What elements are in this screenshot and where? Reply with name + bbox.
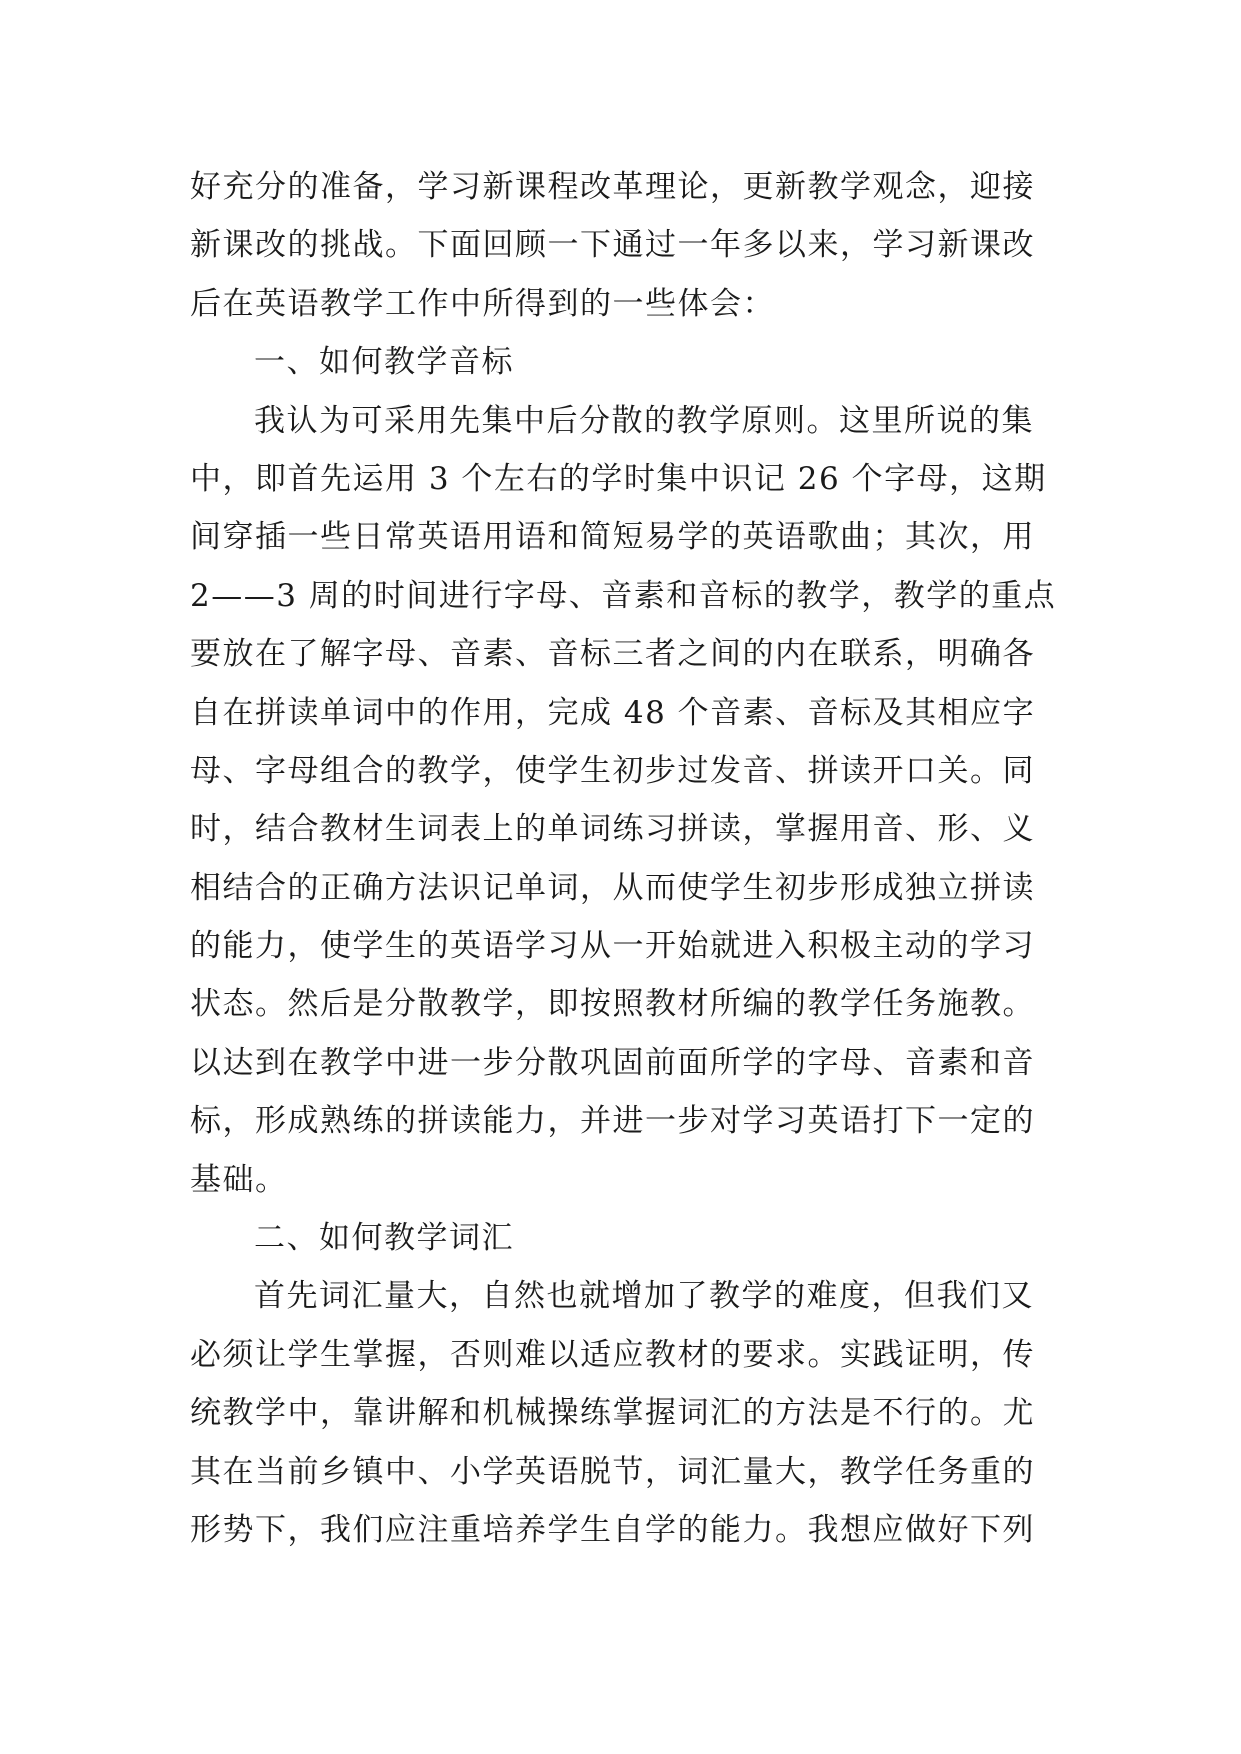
paragraph-start-line: 一、如何教学音标 [254,344,514,381]
text-line: 相结合的正确方法识记单词，从而使学生初步形成独立拼读 [190,869,1035,906]
text-line: 好充分的准备，学习新课程改革理论，更新教学观念，迎接 [190,169,1035,205]
text-line: 自在拼读单词中的作用，完成 48 个音素、音标及其相应字 [190,694,1036,731]
text-line: 母、字母组合的教学，使学生初步过发音、拼读开口关。同 [190,752,1035,789]
paragraph-start-line: 首先词汇量大，自然也就增加了教学的难度，但我们又 [254,1278,1034,1315]
text-line: 形势下，我们应注重培养学生自学的能力。我想应做好下列 [190,1511,1035,1548]
text-line: 状态。然后是分散教学，即按照教材所编的教学任务施教。 [190,986,1035,1023]
text-line: 以达到在教学中进一步分散巩固前面所学的字母、音素和音 [190,1044,1035,1081]
text-line: 时，结合教材生词表上的单词练习拼读，掌握用音、形、义 [190,811,1035,848]
text-line: 统教学中，靠讲解和机械操练掌握词汇的方法是不行的。尤 [190,1395,1035,1432]
text-line: 必须让学生掌握，否则难以适应教材的要求。实践证明，传 [190,1336,1035,1373]
text-line: 要放在了解字母、音素、音标三者之间的内在联系，明确各 [190,636,1035,673]
paragraph-start-line: 二、如何教学词汇 [254,1220,514,1257]
text-line: 其在当前乡镇中、小学英语脱节，词汇量大，教学任务重的 [190,1453,1035,1490]
text-line: 中，即首先运用 3 个左右的学时集中识记 26 个字母，这期 [190,460,1047,497]
text-line: 基础。 [190,1161,288,1198]
document-body [190,158,1070,1559]
text-line: 的能力，使学生的英语学习从一开始就进入积极主动的学习 [190,928,1035,965]
text-line: 间穿插一些日常英语用语和简短易学的英语歌曲；其次，用 [190,519,1035,556]
text-line: 标，形成熟练的拼读能力，并进一步对学习英语打下一定的 [190,1103,1035,1140]
paragraph-start-line: 我认为可采用先集中后分散的教学原则。这里所说的集 [254,402,1034,439]
text-line: 后在英语教学工作中所得到的一些体会： [190,285,775,322]
text-line: 2——3 周的时间进行字母、音素和音标的教学，教学的重点 [190,577,1057,614]
text-line: 新课改的挑战。下面回顾一下通过一年多以来，学习新课改 [190,227,1035,264]
